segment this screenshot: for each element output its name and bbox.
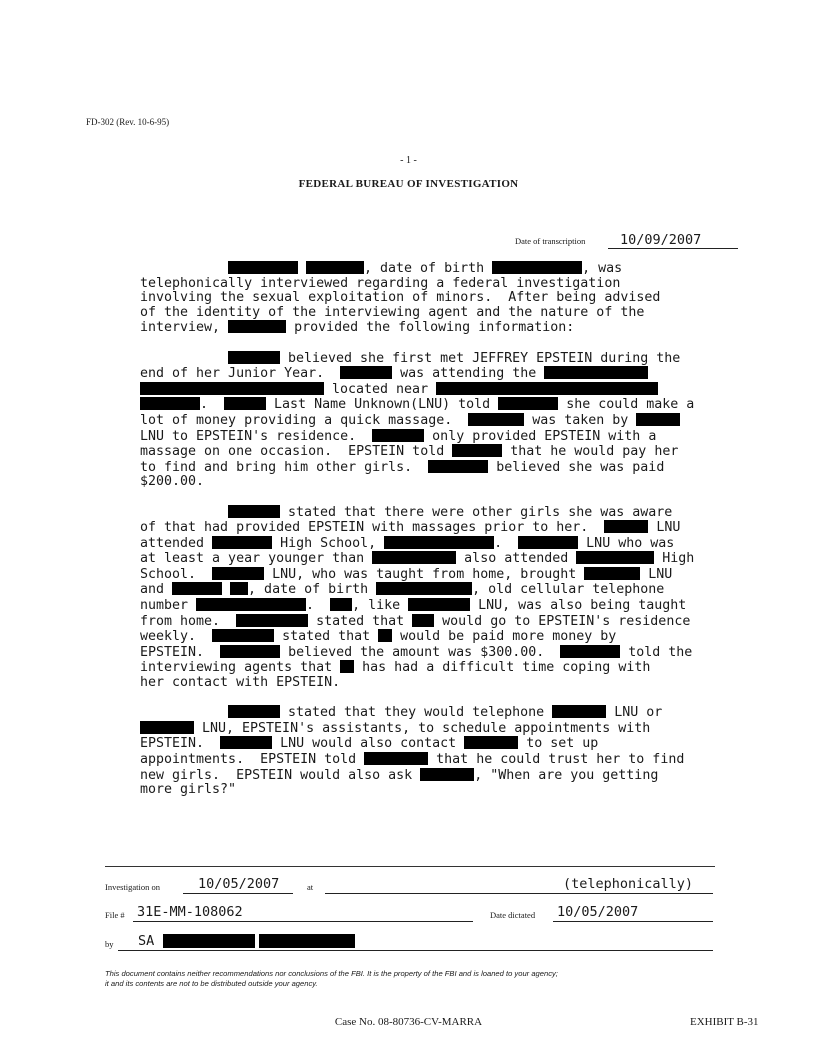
by-line: [118, 950, 713, 951]
text-run: told the interviewing agents that: [140, 644, 693, 676]
redaction: [140, 721, 194, 734]
redaction: [140, 397, 200, 410]
redaction: [212, 567, 264, 580]
redaction: [498, 397, 558, 410]
by-value: SA: [138, 933, 155, 949]
footer-top-rule: [105, 866, 715, 867]
text-run: , was telephonically interviewed regarding a federal investigation involving the sexual exploitation of minors. After being advised of the identity of the interviewing agent and the nature of the interview,: [140, 261, 661, 336]
text-run: that he would pay her to find and bring him other girls.: [140, 444, 679, 475]
text-run: stated that they would telephone: [280, 705, 553, 721]
text-run: , old cellular telephone number: [140, 582, 665, 614]
redaction: [212, 536, 272, 549]
text-run: LNU, was also being taught from home.: [140, 598, 687, 629]
redaction: [306, 261, 364, 274]
text-run: , like: [352, 598, 409, 614]
text-run: , date of birth: [364, 261, 493, 276]
investigation-on-label: Investigation on: [105, 882, 161, 892]
redaction: [576, 551, 654, 564]
redaction: [212, 629, 274, 642]
text-run: LNU, who was taught from home, brought: [264, 566, 585, 582]
redaction: [196, 598, 306, 611]
at-value: (telephonically): [563, 876, 694, 892]
text-run: LNU, EPSTEIN's assistants, to schedule appointments with EPSTEIN.: [140, 720, 651, 752]
redaction: [492, 261, 582, 274]
text-run: to set up appointments. EPSTEIN told: [140, 736, 599, 767]
interview-body: [140, 261, 720, 812]
text-run: would be paid more money by EPSTEIN.: [140, 629, 617, 660]
file-number-label: File #: [105, 910, 125, 920]
text-run: LNU would also contact: [272, 736, 465, 752]
paragraph-2: [140, 351, 720, 490]
file-number-value: 31E-MM-108062: [137, 904, 243, 920]
date-dictated-label: Date dictated: [490, 910, 536, 920]
disclaimer: This document contains neither recommendations nor conclusions of the FBI. It is the property of the FBI and is loaned to your agency; it and its contents are not to be distributed outside your agency.: [105, 969, 558, 988]
redaction: [372, 429, 424, 442]
text-run: only provided EPSTEIN with a massage on one occasion. EPSTEIN told: [140, 428, 657, 460]
investigation-on-value: 10/05/2007: [198, 876, 280, 892]
paragraph-3: [140, 505, 720, 691]
date-dictated-line: [553, 921, 713, 922]
page-number: - 1 -: [400, 155, 417, 166]
case-number: Case No. 08-80736-CV-MARRA: [334, 1016, 483, 1028]
redaction: [420, 768, 474, 781]
text-run: High School.: [140, 551, 695, 582]
redaction: [376, 582, 472, 595]
text-run: LNU who was at least a year younger than: [140, 535, 675, 567]
agency-title: FEDERAL BUREAU OF INVESTIGATION: [298, 178, 519, 190]
text-run: located near: [324, 381, 437, 397]
redaction: [340, 366, 392, 379]
text-run: LNU to EPSTEIN's residence.: [140, 428, 357, 444]
text-run: she could make a lot of money providing a quick massage.: [140, 397, 695, 428]
redaction: [372, 551, 456, 564]
redaction: [452, 444, 502, 457]
redaction: [604, 520, 648, 533]
redaction: [584, 567, 640, 580]
text-run: Last Name Unknown(LNU) told: [266, 397, 499, 413]
redaction: [560, 645, 620, 658]
redaction: [464, 736, 518, 749]
text-run: believed she was paid $200.00.: [140, 459, 665, 490]
exhibit-label: EXHIBIT B-31: [690, 1016, 759, 1028]
form-id: FD-302 (Rev. 10-6-95): [86, 117, 170, 127]
text-run: also attended: [456, 551, 577, 567]
redaction: [552, 705, 606, 718]
redaction: [228, 261, 298, 274]
text-run: believed the amount was $300.00.: [280, 644, 561, 660]
redaction: [228, 320, 286, 333]
redaction: [378, 629, 392, 642]
redaction: [172, 582, 222, 595]
text-run: [222, 582, 230, 597]
redaction: [436, 382, 658, 395]
text-run: LNU or: [614, 705, 663, 721]
text-run: would go to EPSTEIN's residence weekly.: [140, 613, 691, 645]
by-label: by: [105, 939, 114, 949]
text-run: was attending the: [392, 366, 545, 382]
redaction: [228, 505, 280, 518]
investigation-on-line: [183, 893, 293, 894]
date-dictated-value: 10/05/2007: [557, 904, 639, 920]
redaction: [259, 934, 355, 948]
text-run: .: [494, 535, 519, 551]
text-run: stated that: [274, 629, 379, 645]
date-of-transcription-value: 10/09/2007: [608, 232, 738, 249]
text-run: believed she first met JEFFREY EPSTEIN during the end of her Junior Year.: [140, 350, 681, 382]
text-run: stated that: [308, 613, 413, 629]
redaction: [230, 582, 248, 595]
text-run: .: [200, 397, 225, 413]
text-run: , "When are you getting more girls?": [140, 767, 659, 798]
text-run: LNU attended: [140, 520, 681, 551]
redaction: [228, 351, 280, 364]
redaction: [544, 366, 648, 379]
text-run: .: [306, 598, 331, 614]
text-run: stated that there were other girls she was aware of that had provided EPSTEIN with massages prior to her.: [140, 504, 673, 536]
redaction: [340, 660, 354, 673]
redaction: [408, 598, 470, 611]
redaction: [220, 736, 272, 749]
at-line: [325, 893, 713, 894]
redaction: [224, 397, 266, 410]
paragraph-1: [140, 261, 720, 336]
text-run: that he could trust her to find new girls. EPSTEIN would also ask: [140, 752, 685, 783]
redaction: [636, 413, 680, 426]
redaction: [163, 934, 255, 948]
redaction: [140, 382, 324, 395]
redaction: [364, 752, 428, 765]
file-number-line: [133, 921, 473, 922]
text-run: was taken by: [524, 412, 637, 428]
redaction: [228, 705, 280, 718]
at-label: at: [307, 882, 314, 892]
text-run: has had a difficult time coping with her contact with EPSTEIN.: [140, 660, 651, 691]
text-run: provided the following information:: [286, 320, 575, 336]
redaction: [518, 536, 578, 549]
paragraph-4: [140, 705, 720, 798]
redaction: [428, 460, 488, 473]
text-run: LNU and: [140, 566, 673, 598]
text-run: High School,: [272, 535, 385, 551]
redaction: [412, 614, 434, 627]
redaction: [468, 413, 524, 426]
redaction: [220, 645, 280, 658]
date-of-transcription-label: Date of transcription: [515, 236, 586, 246]
text-run: , date of birth: [248, 582, 377, 598]
redaction: [384, 536, 494, 549]
redaction: [330, 598, 352, 611]
redaction: [236, 614, 308, 627]
